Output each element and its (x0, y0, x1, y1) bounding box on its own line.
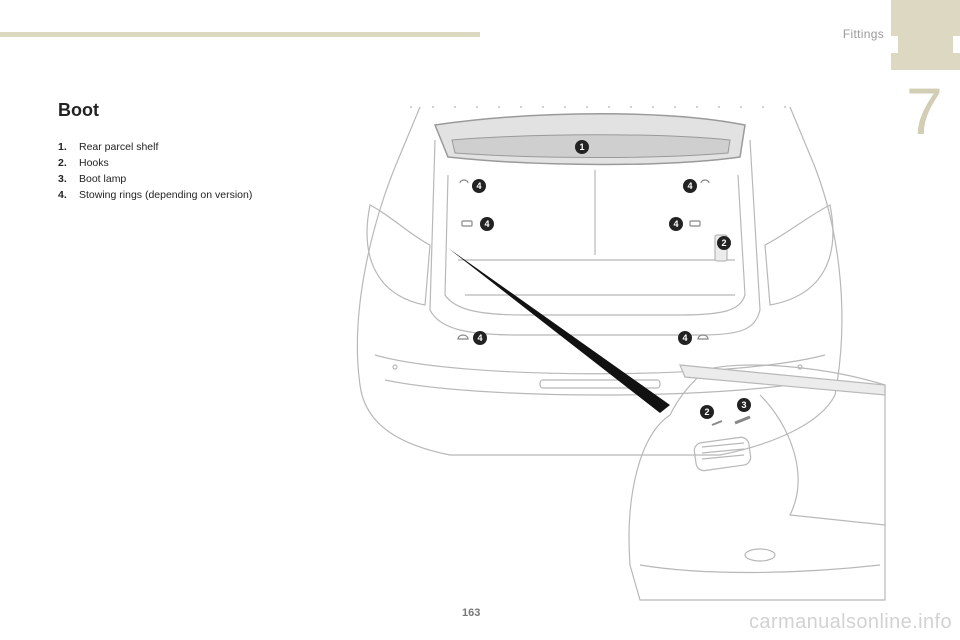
svg-text:4: 4 (687, 181, 693, 191)
callout-4 (678, 331, 692, 345)
inset-illustration (629, 365, 885, 600)
callout-4 (472, 179, 486, 193)
callout-1 (575, 140, 589, 154)
legend-label: Stowing rings (depending on version) (79, 189, 253, 201)
legend-item (58, 171, 252, 187)
svg-text:4: 4 (673, 219, 679, 229)
legend-number: 2. (58, 157, 67, 169)
callout-4 (480, 217, 494, 231)
svg-text:2: 2 (721, 238, 727, 248)
section-title: Fittings (842, 27, 884, 41)
svg-text:1: 1 (579, 142, 585, 152)
chapter-tab-notch-left (891, 36, 898, 53)
legend-label: Boot lamp (79, 173, 127, 185)
callout-4 (473, 331, 487, 345)
callout-2 (717, 236, 731, 250)
callout-2 (700, 405, 714, 419)
parcel-shelf-inner (452, 135, 730, 158)
legend-label: Hooks (79, 157, 109, 169)
callout-4 (669, 217, 683, 231)
page-title: Boot (58, 100, 99, 120)
legend-item (58, 155, 252, 171)
legend-item (58, 139, 252, 155)
chapter-tab (891, 0, 960, 70)
svg-text:2: 2 (704, 407, 710, 417)
chapter-number: 7 (906, 74, 943, 148)
legend-list (58, 139, 252, 203)
svg-text:4: 4 (682, 333, 688, 343)
legend-number: 4. (58, 189, 67, 201)
page-number: 163 (462, 607, 481, 619)
callout-4 (683, 179, 697, 193)
boot-illustration (340, 95, 890, 605)
legend-number: 3. (58, 173, 67, 185)
svg-text:4: 4 (477, 333, 483, 343)
legend-label: Rear parcel shelf (79, 141, 159, 153)
callout-3 (737, 398, 751, 412)
header-rule (0, 32, 480, 37)
svg-text:4: 4 (476, 181, 482, 191)
legend-item (58, 187, 252, 203)
chapter-tab-notch-right (953, 36, 960, 53)
watermark: carmanualsonline.info (749, 611, 952, 633)
svg-text:3: 3 (741, 400, 747, 410)
legend-number: 1. (58, 141, 67, 153)
svg-text:4: 4 (484, 219, 490, 229)
